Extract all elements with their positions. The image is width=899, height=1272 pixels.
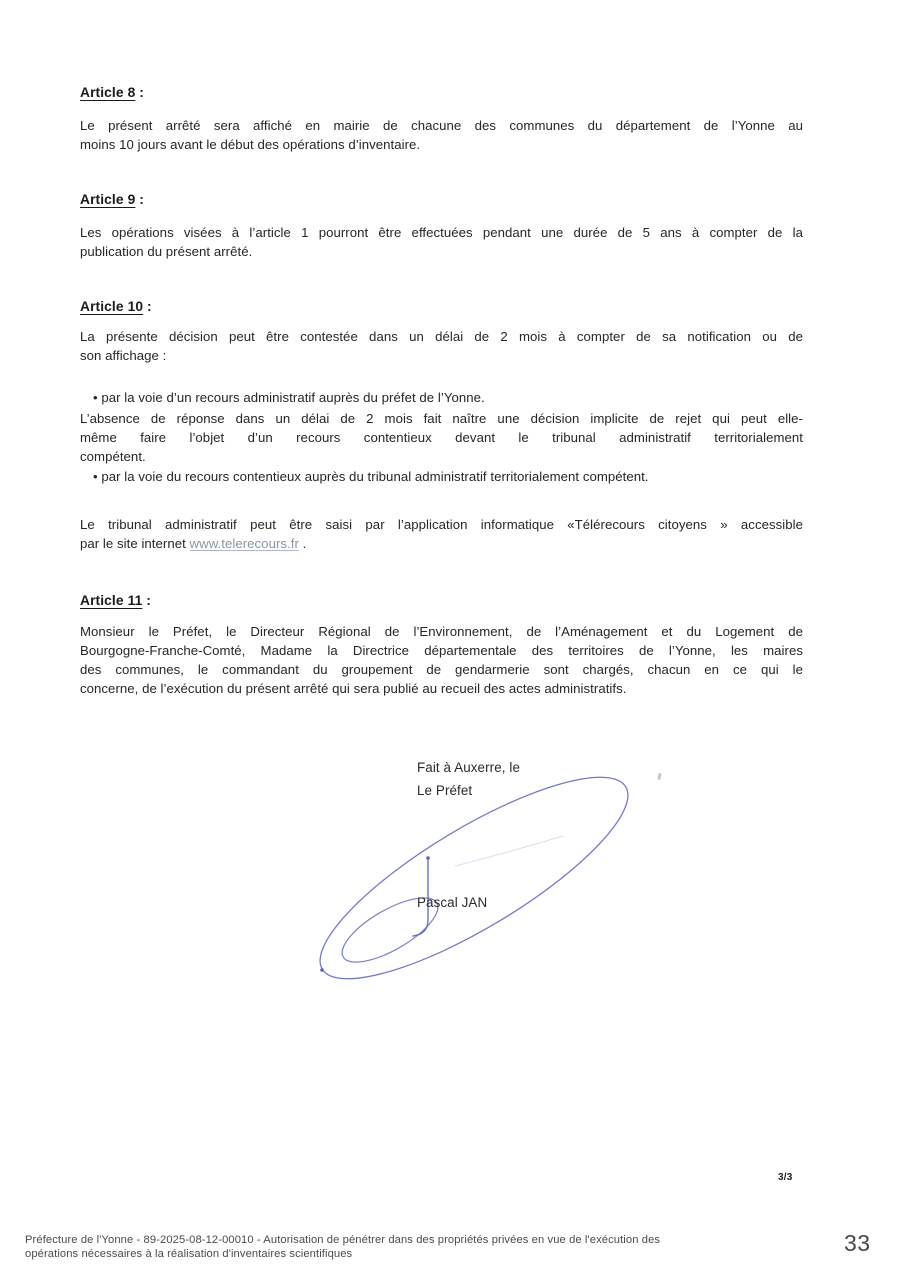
article-10-label: Article 10 — [80, 299, 144, 315]
page-number: 33 — [844, 1230, 871, 1256]
article-11-heading — [80, 593, 803, 608]
telerecours-link[interactable]: www.telerecours.fr — [189, 536, 299, 551]
paragraph-line: La présente décision peut être contestée dans un délai de 2 mois à compter de sa notification ou de — [80, 329, 803, 344]
article-11-label: Article 11 — [80, 593, 143, 609]
telerecours-line-prefix: par le site internet — [80, 536, 190, 551]
paragraph-line: publication du présent arrêté. — [80, 244, 253, 259]
footer-reference-line: opérations nécessaires à la réalisation d'inventaires scientifiques — [25, 1248, 353, 1260]
article-8-paragraph — [80, 116, 803, 154]
scan-speck — [657, 773, 661, 780]
article-10-heading — [80, 299, 803, 314]
article-9-colon: : — [135, 192, 144, 208]
paragraph-line: Le tribunal administratif peut être saisi par l’application informatique «Télérecours citoyens » accessible — [80, 517, 803, 532]
paragraph-line: Les opérations visées à l’article 1 pourront être effectuées pendant une durée de 5 ans à compter de la — [80, 225, 803, 240]
paragraph-line: des communes, le commandant du groupement de gendarmerie sont chargés, chacun en ce qui le — [80, 662, 803, 677]
paragraph-line — [80, 534, 803, 553]
paragraph-line: compétent. — [80, 449, 146, 464]
article-11-colon: : — [142, 593, 151, 609]
article-10-bullet-2 — [80, 467, 803, 486]
signature-faint-stroke — [455, 836, 563, 866]
paragraph-line: Le présent arrêté sera affiché en mairie de chacune des communes du département de l’Yonne au — [80, 118, 803, 133]
signature-pen-dot-top — [426, 856, 430, 860]
paragraph-line: Bourgogne-Franche-Comté, Madame la Directrice départementale des territoires de l’Yonne, les maires — [80, 643, 803, 658]
article-8-heading — [80, 85, 803, 100]
signature-title-line: Le Préfet — [417, 783, 473, 798]
article-10-colon: : — [143, 299, 152, 315]
sheet-number: 3/3 — [778, 1172, 793, 1183]
signatory-name: Pascal JAN — [417, 895, 488, 910]
article-9-label: Article 9 — [80, 192, 136, 208]
telerecours-line-suffix: . — [298, 536, 307, 551]
signature-large-loop — [297, 762, 645, 994]
article-10-paragraph — [80, 327, 803, 365]
article-9-heading — [80, 192, 803, 207]
article-9-paragraph — [80, 223, 803, 261]
footer-reference-line: Préfecture de l'Yonne - 89-2025-08-12-00010 - Autorisation de pénétrer dans des propriétés privées en vue de l'exécution des — [25, 1234, 661, 1246]
paragraph-line: moins 10 jours avant le début des opérations d’inventaire. — [80, 137, 421, 152]
article-8-colon: : — [135, 85, 144, 101]
signature-ink — [295, 762, 645, 994]
telerecours-paragraph — [80, 515, 803, 553]
bullet-line: • par la voie du recours contentieux auprès du tribunal administratif territorialement compétent. — [93, 469, 649, 484]
paragraph-line: même faire l’objet d’un recours contentieux devant le tribunal administratif territorialement — [80, 430, 803, 445]
paragraph-line: concerne, de l’exécution du présent arrêté qui sera publié au recueil des actes administratifs. — [80, 681, 627, 696]
bullet-line: • par la voie d’un recours administratif auprès du préfet de l’Yonne. — [93, 390, 485, 405]
signature-pen-dot-tip — [320, 968, 324, 972]
paragraph-line: son affichage : — [80, 348, 167, 363]
paragraph-line: Monsieur le Préfet, le Directeur Régional de l’Environnement, de l’Aménagement et du Logement de — [80, 624, 803, 639]
article-11-paragraph — [80, 622, 803, 698]
signature-place-line: Fait à Auxerre, le — [417, 760, 521, 775]
article-8-label: Article 8 — [80, 85, 136, 101]
article-10-paragraph-2 — [80, 409, 803, 466]
footer-reference — [25, 1233, 795, 1261]
paragraph-line: L’absence de réponse dans un délai de 2 mois fait naître une décision implicite de rejet qui peut elle- — [80, 411, 803, 426]
article-10-bullet-1 — [80, 388, 803, 407]
